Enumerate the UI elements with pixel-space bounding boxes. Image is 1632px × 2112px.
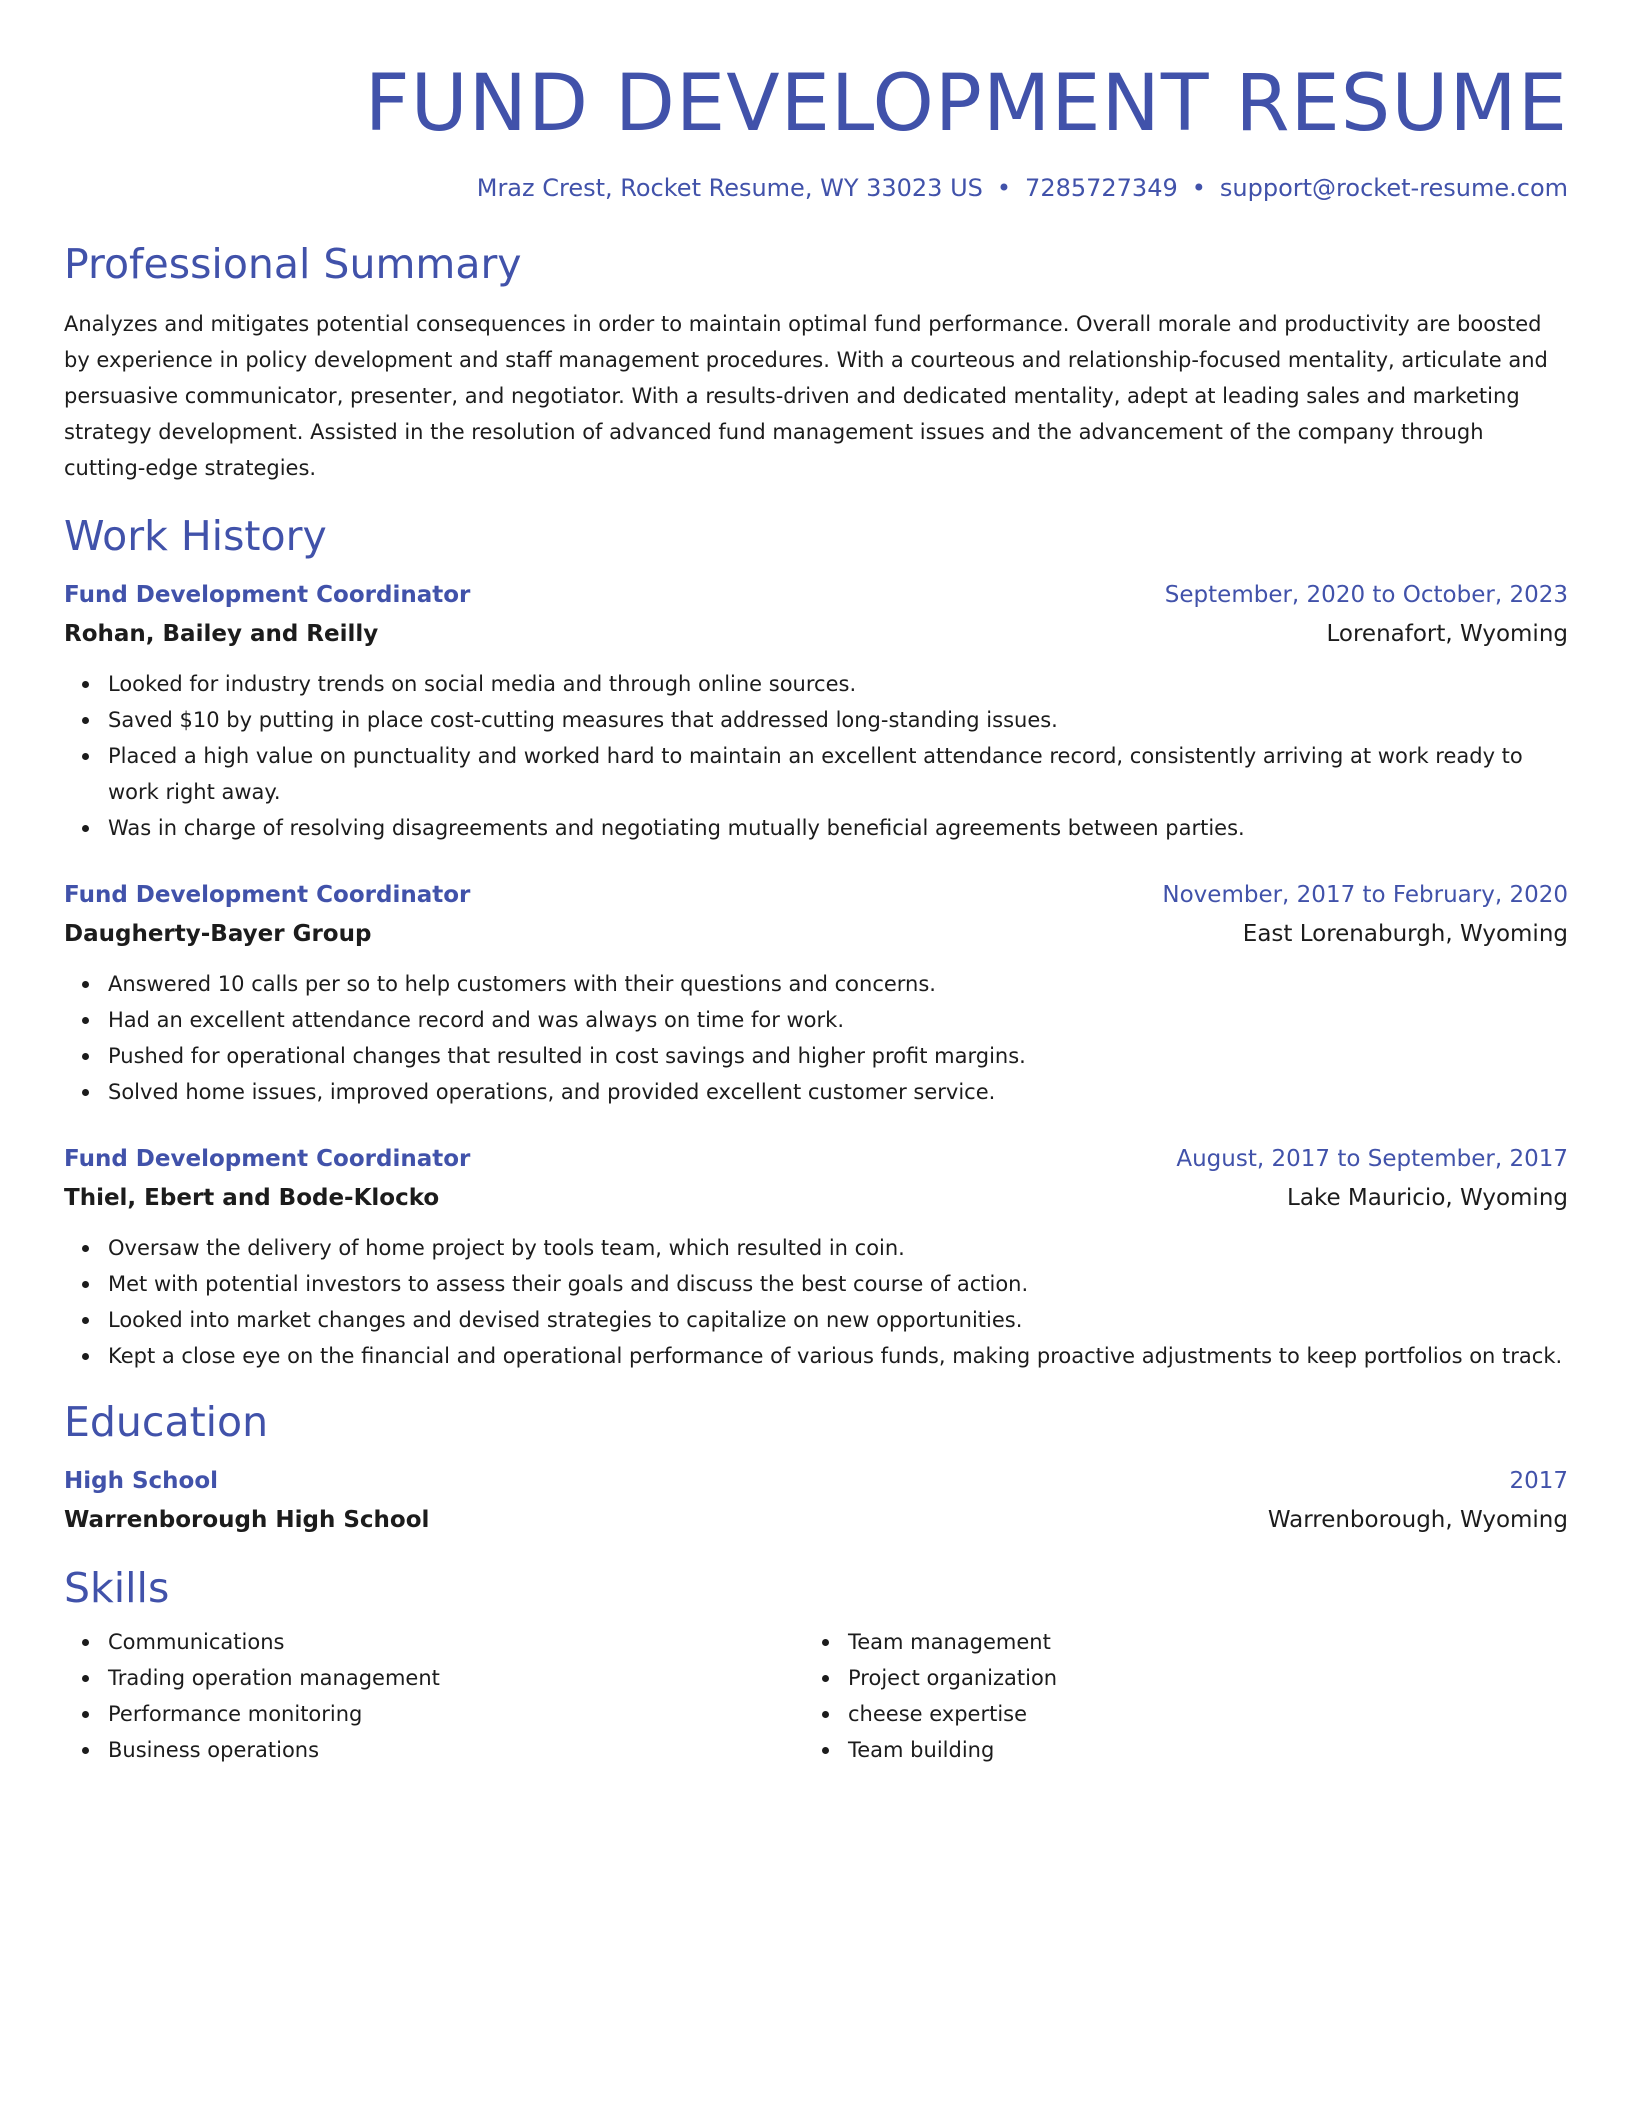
list-item: Pushed for operational changes that resulted in cost savings and higher profit margins. [108, 1038, 1568, 1074]
contact-separator: • [996, 174, 1012, 202]
skill-item: Performance monitoring [108, 1696, 804, 1732]
work-entry-header [64, 576, 1568, 614]
contact-line [64, 172, 1568, 204]
summary-text: Analyzes and mitigates potential consequences in order to maintain optimal fund performance. Overall morale and productivity are boosted by experience in policy development and staff management procedures. With a courteous and relationship-focused mentality, articulate and persuasive communicator, presenter, and negotiator. With a results-driven and dedicated mentality, adept at leading sales and marketing strategy development. Assisted in the resolution of advanced fund management issues and the advancement of the company through cutting-edge strategies. [64, 312, 1548, 480]
section-heading-skills: Skills [64, 1564, 170, 1612]
work-entry [64, 876, 1568, 1110]
work-entry [64, 1140, 1568, 1374]
work-entry-subheader [64, 914, 1568, 954]
work-entry-header [64, 1140, 1568, 1178]
company-name: Rohan, Bailey and Reilly [64, 621, 379, 647]
school-name: Warrenborough High School [64, 1507, 430, 1533]
resume-name: FUND DEVELOPMENT RESUME [364, 59, 1568, 149]
school-location: Warrenborough, Wyoming [1267, 1507, 1568, 1533]
work-entry-subheader [64, 1178, 1568, 1218]
job-bullets [64, 966, 1568, 1110]
work-history-section [64, 510, 1568, 1374]
job-location: Lake Mauricio, Wyoming [1287, 1185, 1568, 1211]
list-item: Had an excellent attendance record and was always on time for work. [108, 1002, 1568, 1038]
list-item: Saved $10 by putting in place cost-cutting measures that addressed long-standing issues. [108, 702, 1568, 738]
education-entry-header [64, 1462, 1568, 1500]
job-title: Fund Development Coordinator [64, 1146, 471, 1172]
degree: High School [64, 1468, 219, 1494]
job-location: East Lorenaburgh, Wyoming [1242, 921, 1568, 947]
job-dates: September, 2020 to October, 2023 [1164, 582, 1568, 608]
list-item: Placed a high value on punctuality and worked hard to maintain an excellent attendance record, consistently arriving at work ready to work right away. [108, 738, 1568, 810]
skill-item: Team building [848, 1732, 1544, 1768]
job-dates: November, 2017 to February, 2020 [1162, 882, 1568, 908]
job-title: Fund Development Coordinator [64, 582, 471, 608]
list-item: Was in charge of resolving disagreements and negotiating mutually beneficial agreements between parties. [108, 810, 1568, 846]
list-item: Solved home issues, improved operations, and provided excellent customer service. [108, 1074, 1568, 1110]
work-entry [64, 576, 1568, 846]
education-section [64, 1396, 1568, 1540]
education-entry [64, 1462, 1568, 1540]
job-location: Lorenafort, Wyoming [1326, 621, 1568, 647]
summary-section [64, 238, 1568, 486]
skill-item: cheese expertise [848, 1696, 1544, 1732]
resume-header [64, 52, 1568, 204]
contact-address: Mraz Crest, Rocket Resume, WY 33023 US [476, 174, 983, 202]
work-entry-subheader [64, 614, 1568, 654]
list-item: Oversaw the delivery of home project by tools team, which resulted in coin. [108, 1230, 1568, 1266]
skills-column-right [804, 1624, 1544, 1768]
list-item: Met with potential investors to assess their goals and discuss the best course of action. [108, 1266, 1568, 1302]
company-name: Thiel, Ebert and Bode-Klocko [64, 1185, 440, 1211]
section-heading-summary: Professional Summary [64, 240, 522, 288]
work-entry-header [64, 876, 1568, 914]
skills-column-left [64, 1624, 804, 1768]
section-heading-education: Education [64, 1398, 269, 1446]
contact-phone: 7285727349 [1025, 174, 1178, 202]
skills-list [64, 1624, 804, 1768]
company-name: Daugherty-Bayer Group [64, 921, 372, 947]
skill-item: Project organization [848, 1660, 1544, 1696]
skills-section [64, 1562, 1568, 1768]
skill-item: Team management [848, 1624, 1544, 1660]
job-bullets [64, 666, 1568, 846]
contact-separator: • [1191, 174, 1206, 202]
skills-grid [64, 1624, 1568, 1768]
skill-item: Trading operation management [108, 1660, 804, 1696]
section-heading-work-history: Work History [64, 512, 327, 560]
skills-list [804, 1624, 1544, 1768]
job-dates: August, 2017 to September, 2017 [1176, 1146, 1568, 1172]
graduation-year: 2017 [1509, 1468, 1568, 1494]
job-bullets [64, 1230, 1568, 1374]
skill-item: Communications [108, 1624, 804, 1660]
list-item: Looked into market changes and devised strategies to capitalize on new opportunities. [108, 1302, 1568, 1338]
list-item: Answered 10 calls per so to help customers with their questions and concerns. [108, 966, 1568, 1002]
list-item: Looked for industry trends on social media and through online sources. [108, 666, 1568, 702]
education-entry-subheader [64, 1500, 1568, 1540]
list-item: Kept a close eye on the financial and operational performance of various funds, making proactive adjustments to keep portfolios on track. [108, 1338, 1568, 1374]
skill-item: Business operations [108, 1732, 804, 1768]
contact-email: support@rocket-resume.com [1219, 174, 1568, 202]
job-title: Fund Development Coordinator [64, 882, 471, 908]
